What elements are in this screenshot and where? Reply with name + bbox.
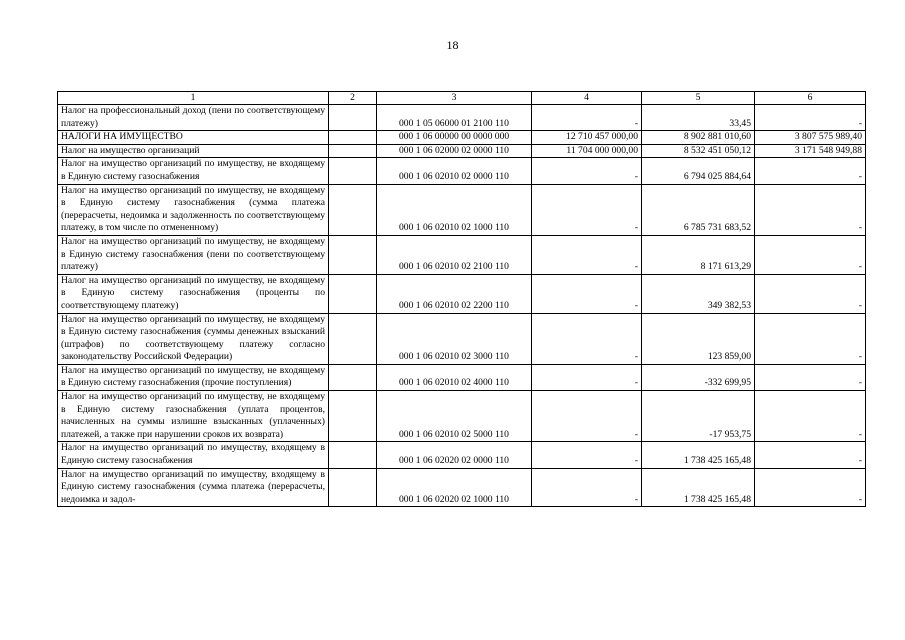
cell-col5: 33,45 bbox=[642, 105, 755, 131]
cell-code: 000 1 06 00000 00 0000 000 bbox=[377, 131, 532, 145]
cell-col6: - bbox=[755, 158, 866, 184]
table-row bbox=[58, 391, 866, 442]
cell-col6: - bbox=[755, 235, 866, 274]
cell-col6: 3 171 548 949,88 bbox=[755, 144, 866, 158]
cell-name: Налог на имущество организаций по имуществу, входящему в Единую систему газоснабжения (сумма платежа (перерасчеты, недоимка и задол- bbox=[58, 468, 329, 507]
cell-col4: - bbox=[532, 391, 642, 442]
column-header: 2 bbox=[329, 92, 377, 105]
cell-col4: - bbox=[532, 468, 642, 507]
cell-code: 000 1 06 02000 02 0000 110 bbox=[377, 144, 532, 158]
cell-code: 000 1 05 06000 01 2100 110 bbox=[377, 105, 532, 131]
cell-col2 bbox=[329, 235, 377, 274]
table-row bbox=[58, 105, 866, 131]
revenue-table bbox=[57, 91, 866, 507]
table-body bbox=[58, 105, 866, 507]
cell-col4: - bbox=[532, 105, 642, 131]
column-header: 4 bbox=[532, 92, 642, 105]
cell-col4: - bbox=[532, 158, 642, 184]
cell-code: 000 1 06 02010 02 3000 110 bbox=[377, 313, 532, 364]
cell-col5: -332 699,95 bbox=[642, 364, 755, 390]
cell-col6: - bbox=[755, 105, 866, 131]
cell-col5: 8 171 613,29 bbox=[642, 235, 755, 274]
cell-col2 bbox=[329, 391, 377, 442]
cell-col4: - bbox=[532, 364, 642, 390]
cell-name: Налог на имущество организаций по имуществу, не входящему в Единую систему газоснабжения (проценты по соответствующему платежу) bbox=[58, 274, 329, 313]
cell-col2 bbox=[329, 105, 377, 131]
cell-col5: 6 794 025 884,64 bbox=[642, 158, 755, 184]
table-row bbox=[58, 442, 866, 468]
cell-name: Налог на имущество организаций по имуществу, не входящему в Единую систему газоснабжения (сумма платежа (перерасчеты, недоимка и задолженность по соответствующему платежу, в том числе по отмененному) bbox=[58, 184, 329, 235]
table-row bbox=[58, 144, 866, 158]
cell-col5: 1 738 425 165,48 bbox=[642, 442, 755, 468]
cell-code: 000 1 06 02010 02 5000 110 bbox=[377, 391, 532, 442]
cell-col5: 6 785 731 683,52 bbox=[642, 184, 755, 235]
table-row bbox=[58, 313, 866, 364]
cell-col6: - bbox=[755, 184, 866, 235]
cell-code: 000 1 06 02010 02 4000 110 bbox=[377, 364, 532, 390]
cell-code: 000 1 06 02020 02 0000 110 bbox=[377, 442, 532, 468]
cell-name: Налог на имущество организаций по имуществу, не входящему в Единую систему газоснабжения (прочие поступления) bbox=[58, 364, 329, 390]
table-row bbox=[58, 235, 866, 274]
cell-name: Налог на имущество организаций по имуществу, не входящему в Единую систему газоснабжения (суммы денежных взысканий (штрафов) по соответствующему платежу согласно законодательству Российской Федерации) bbox=[58, 313, 329, 364]
column-header: 5 bbox=[642, 92, 755, 105]
table-row bbox=[58, 364, 866, 390]
cell-code: 000 1 06 02010 02 0000 110 bbox=[377, 158, 532, 184]
column-header: 3 bbox=[377, 92, 532, 105]
cell-name: Налог на имущество организаций по имуществу, входящему в Единую систему газоснабжения bbox=[58, 442, 329, 468]
cell-col5: 8 532 451 050,12 bbox=[642, 144, 755, 158]
cell-col6: - bbox=[755, 274, 866, 313]
cell-name: Налог на имущество организаций bbox=[58, 144, 329, 158]
column-header: 6 bbox=[755, 92, 866, 105]
cell-col2 bbox=[329, 131, 377, 145]
table-row bbox=[58, 158, 866, 184]
table-header-row bbox=[58, 92, 866, 105]
cell-col6: - bbox=[755, 468, 866, 507]
column-header: 1 bbox=[58, 92, 329, 105]
cell-col4: - bbox=[532, 442, 642, 468]
cell-name: Налог на профессиональный доход (пени по соответствующему платежу) bbox=[58, 105, 329, 131]
cell-col6: - bbox=[755, 442, 866, 468]
cell-col4: 12 710 457 000,00 bbox=[532, 131, 642, 145]
cell-col4: - bbox=[532, 184, 642, 235]
page-number: 18 bbox=[446, 38, 459, 52]
cell-col6: - bbox=[755, 313, 866, 364]
cell-col2 bbox=[329, 184, 377, 235]
table-row bbox=[58, 468, 866, 507]
cell-col2 bbox=[329, 158, 377, 184]
cell-col5: -17 953,75 bbox=[642, 391, 755, 442]
table-row bbox=[58, 184, 866, 235]
cell-name: Налог на имущество организаций по имуществу, не входящему в Единую систему газоснабжения (пени по соответствующему платежу) bbox=[58, 235, 329, 274]
table-row bbox=[58, 131, 866, 145]
cell-col2 bbox=[329, 274, 377, 313]
cell-col2 bbox=[329, 364, 377, 390]
table-row bbox=[58, 274, 866, 313]
cell-code: 000 1 06 02010 02 2200 110 bbox=[377, 274, 532, 313]
cell-col2 bbox=[329, 468, 377, 507]
cell-code: 000 1 06 02010 02 2100 110 bbox=[377, 235, 532, 274]
cell-col5: 1 738 425 165,48 bbox=[642, 468, 755, 507]
cell-col4: - bbox=[532, 274, 642, 313]
cell-col4: 11 704 000 000,00 bbox=[532, 144, 642, 158]
cell-col2 bbox=[329, 144, 377, 158]
cell-col4: - bbox=[532, 235, 642, 274]
cell-col2 bbox=[329, 313, 377, 364]
cell-col2 bbox=[329, 442, 377, 468]
cell-name: Налог на имущество организаций по имуществу, не входящему в Единую систему газоснабжения bbox=[58, 158, 329, 184]
cell-col5: 8 902 881 010,60 bbox=[642, 131, 755, 145]
cell-name: Налог на имущество организаций по имуществу, не входящему в Единую систему газоснабжения (уплата процентов, начисленных на суммы излишне взысканных (уплаченных) платежей, а также при нарушении сроков их возврата) bbox=[58, 391, 329, 442]
cell-code: 000 1 06 02010 02 1000 110 bbox=[377, 184, 532, 235]
cell-name: НАЛОГИ НА ИМУЩЕСТВО bbox=[58, 131, 329, 145]
cell-col4: - bbox=[532, 313, 642, 364]
cell-col5: 123 859,00 bbox=[642, 313, 755, 364]
cell-code: 000 1 06 02020 02 1000 110 bbox=[377, 468, 532, 507]
cell-col6: - bbox=[755, 364, 866, 390]
cell-col6: - bbox=[755, 391, 866, 442]
cell-col5: 349 382,53 bbox=[642, 274, 755, 313]
cell-col6: 3 807 575 989,40 bbox=[755, 131, 866, 145]
